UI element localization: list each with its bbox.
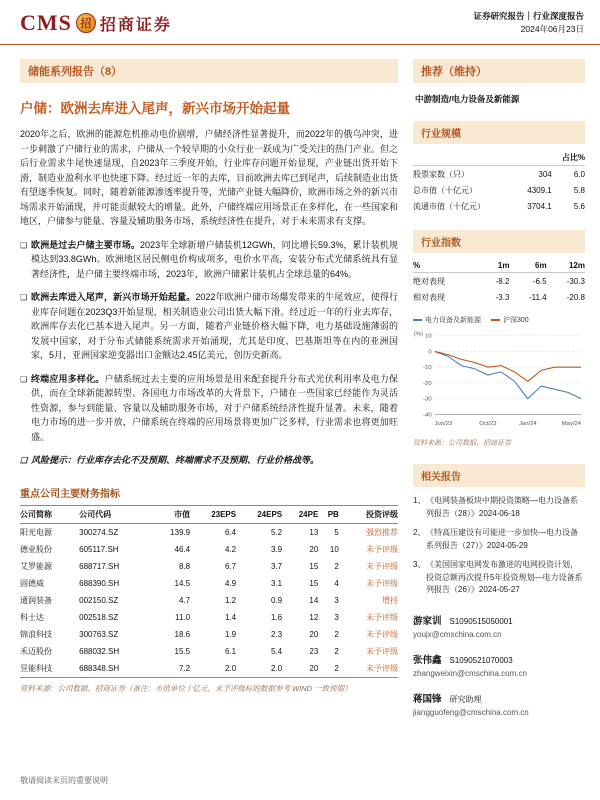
performance-chart-svg xyxy=(413,327,585,429)
svg-text:0: 0 xyxy=(428,349,432,356)
scale-ratio: 6.0 xyxy=(573,169,585,179)
table-row xyxy=(20,575,398,592)
table-cell: 23 xyxy=(309,647,319,656)
table-row xyxy=(20,541,398,558)
table-cell: 13 xyxy=(309,528,319,537)
scale-label: 股票家数（只） xyxy=(413,169,469,179)
table-cell: 2 xyxy=(334,647,339,656)
bullet-lead: 欧洲是过去户储主要市场。 xyxy=(31,239,141,250)
report-item[interactable] xyxy=(413,527,585,552)
table-cell: 20 xyxy=(309,630,319,639)
table-cell: 强烈推荐 xyxy=(366,528,398,537)
analyst-name: 游家训 xyxy=(413,615,442,627)
scale-header-empty xyxy=(413,150,517,166)
scale-header-ratio: 占比% xyxy=(552,150,585,166)
index-table-body xyxy=(413,273,585,306)
table-cell: 20 xyxy=(282,660,318,678)
table-cell: 3.7 xyxy=(270,562,283,571)
svg-text:-10: -10 xyxy=(423,365,432,372)
table-header-cell: 24EPS xyxy=(236,506,282,524)
analyst-block xyxy=(413,652,585,678)
scale-ratio: 5.8 xyxy=(573,185,585,195)
table-cell: 7.2 xyxy=(153,660,190,678)
table-cell: 昱能科技 xyxy=(20,660,79,678)
svg-text:-30: -30 xyxy=(423,396,432,403)
industry-index-table xyxy=(413,259,585,305)
report-item[interactable] xyxy=(413,495,585,520)
bullet-text: 2023年全球新增户储装机12GWh，同比增长59.3%，累计装机规模达到33.8GWh。欧洲地区居民侧电价构成项多，电价水平高，安装分布式光储系统具有显著经济性，是户储主要终端市场，2023年，欧洲户储累计装机占全球总量的64%。 xyxy=(31,239,398,279)
analyst-list xyxy=(413,613,585,717)
risk-label: 风险提示： xyxy=(31,455,77,465)
table-cell: 15.5 xyxy=(174,647,191,656)
sidebar xyxy=(413,59,585,730)
table-cell: 14.5 xyxy=(174,579,191,588)
table-cell: 4 xyxy=(334,579,339,588)
page-title: 户储：欧洲去库进入尾声，新兴市场开始起量 xyxy=(20,101,290,116)
table-cell: 德业股份 xyxy=(20,545,52,554)
table-cell: 6.1 xyxy=(224,647,237,656)
index-cell: -30.3 xyxy=(566,276,585,286)
legend-item xyxy=(413,315,481,325)
table-cell: 3.1 xyxy=(270,579,283,588)
table-cell: 5 xyxy=(334,528,339,537)
table-cell: 5.2 xyxy=(270,528,283,537)
index-header-cell: 6m xyxy=(509,259,546,273)
table-title: 重点公司主要财务指标 xyxy=(20,489,120,500)
table-cell: 139.9 xyxy=(170,528,191,537)
key-companies-section xyxy=(20,485,398,694)
table-cell: 未予评级 xyxy=(366,613,398,622)
svg-text:10: 10 xyxy=(425,333,432,340)
content-area xyxy=(0,45,600,730)
legend-label: 电力设备及新能源 xyxy=(425,317,481,324)
table-cell: 3 xyxy=(334,613,339,622)
report-number: 1、 xyxy=(413,496,426,505)
index-table-header-row xyxy=(413,259,585,273)
main-column xyxy=(20,59,398,730)
table-cell: 18.6 xyxy=(174,630,191,639)
svg-text:Oct/23: Oct/23 xyxy=(479,421,497,428)
table-cell: 4.2 xyxy=(224,545,237,554)
analyst-email[interactable]: jiangguofeng@cmschina.com.cn xyxy=(413,707,529,717)
square-bullet-icon: ❑ xyxy=(20,456,28,465)
table-cell: 300763.SZ xyxy=(79,630,119,639)
index-cell: -20.8 xyxy=(566,292,585,302)
table-cell: 605117.SH xyxy=(79,545,119,554)
bullet-point xyxy=(20,238,398,282)
bullet-text: 2022年欧洲户储市场爆发带来的牛尾效应，使得行业库存问题在2023Q3开始显现，相关制造业公司出货大幅下滑。经过近一年的行业去库存，欧洲库存去化已基本进入尾声。另一方面，随着产业链价格大幅下降，电力基础设施薄弱的发展中国家，对于分布式储能系统需求开始涌现，尤其是印度、巴基斯坦等在内的亚洲国家，5月，亚洲国家逆变器出口金额达2.45亿美元，创历史新高。 xyxy=(31,292,398,360)
table-cell: 300274.SZ xyxy=(79,528,119,537)
table-cell: 2.3 xyxy=(270,630,283,639)
table-cell: 未予评级 xyxy=(339,660,398,678)
table-header-cell: 23EPS xyxy=(190,506,236,524)
report-type: 证券研究报告｜行业深度报告 xyxy=(473,11,584,21)
svg-text:-40: -40 xyxy=(423,412,432,419)
table-row xyxy=(20,643,398,660)
square-bullet-icon: ❑ xyxy=(20,374,28,384)
report-number: 3、 xyxy=(413,560,426,569)
legend-swatch xyxy=(413,319,422,322)
table-row xyxy=(20,660,398,678)
scale-table-body xyxy=(413,166,585,215)
scale-row xyxy=(413,198,585,214)
table-cell: 艾罗能源 xyxy=(20,562,52,571)
table-cell: 6.4 xyxy=(224,528,237,537)
analyst-code: 研究助理 xyxy=(449,694,482,704)
analyst-email[interactable]: youjx@cmschina.com.cn xyxy=(413,629,502,639)
table-cell: 6.7 xyxy=(224,562,237,571)
scale-value: 3704.1 xyxy=(527,201,552,211)
legend-swatch xyxy=(491,319,500,322)
report-link[interactable]: 《特高压建设有可能进一步加快—电力设备系列报告（27）》2024-05-29 xyxy=(426,528,578,550)
report-number: 2、 xyxy=(413,528,426,537)
index-cell: -3.3 xyxy=(495,292,510,302)
analyst-block xyxy=(413,691,585,717)
table-cell: 未予评级 xyxy=(366,545,398,554)
index-header-cell: 12m xyxy=(547,259,585,273)
table-cell: 46.4 xyxy=(174,545,191,554)
analyst-email[interactable]: zhangweixin@cmschina.com.cn xyxy=(413,668,527,678)
analyst-block xyxy=(413,613,585,639)
financial-table xyxy=(20,505,398,678)
svg-text:May/24: May/24 xyxy=(561,421,582,428)
table-cell: 15 xyxy=(309,579,319,588)
index-cell: 绝对表现 xyxy=(413,276,445,286)
table-row xyxy=(20,592,398,609)
svg-text:Jun/23: Jun/23 xyxy=(434,421,453,428)
risk-text: 行业库存去化不及预期、终端需求不及预期、行业价格战等。 xyxy=(76,455,320,465)
section-header-related-reports: 相关报告 xyxy=(413,464,585,487)
financial-table-header-row xyxy=(20,506,398,524)
table-cell: 3.9 xyxy=(270,545,283,554)
table-header-cell: 公司代码 xyxy=(79,506,153,524)
scale-table-header-row xyxy=(413,150,585,166)
analyst-code: S1090521070003 xyxy=(449,655,513,665)
legend-label: 沪深300 xyxy=(503,317,529,324)
scale-value: 4309.1 xyxy=(527,185,552,195)
table-cell: 2 xyxy=(334,562,339,571)
table-cell: 688348.SH xyxy=(79,660,153,678)
table-cell: 禾迈股份 xyxy=(20,647,52,656)
table-cell: 4.9 xyxy=(224,579,237,588)
bullet-point xyxy=(20,290,398,363)
report-date: 2024年06月23日 xyxy=(520,24,584,34)
index-header-cell: % xyxy=(413,259,480,273)
analyst-name-row xyxy=(413,691,585,705)
svg-text:(%): (%) xyxy=(413,331,424,338)
table-cell: 11.0 xyxy=(175,613,191,622)
scale-ratio: 5.6 xyxy=(573,201,585,211)
scale-label: 流通市值（十亿元） xyxy=(413,201,485,211)
table-cell: 增持 xyxy=(382,596,398,605)
index-cell: -11.4 xyxy=(528,292,547,302)
table-cell: 1.2 xyxy=(224,596,237,605)
square-bullet-icon: ❑ xyxy=(20,240,28,250)
scale-row xyxy=(413,182,585,198)
industry-classification: 中游制造/电力设备及新能源 xyxy=(415,94,520,104)
table-row xyxy=(20,626,398,643)
table-cell: 2.0 xyxy=(190,660,236,678)
table-header-cell: 投资评级 xyxy=(339,506,398,524)
table-cell: 0.9 xyxy=(270,596,283,605)
table-header-cell: 24PE xyxy=(282,506,318,524)
table-cell: 3 xyxy=(334,596,339,605)
report-item[interactable] xyxy=(413,559,585,597)
analyst-name-row xyxy=(413,652,585,666)
table-cell: 12 xyxy=(309,613,319,622)
index-cell: 相对表现 xyxy=(413,292,445,302)
cms-logo-text: CMS xyxy=(20,10,72,35)
bullet-lead: 欧洲去库进入尾声，新兴市场开始起量。 xyxy=(31,292,196,302)
table-row xyxy=(20,609,398,626)
series-banner: 储能系列报告（8） xyxy=(20,59,398,83)
chart-source: 资料来源：公司数据、招商证券 xyxy=(413,440,511,447)
table-cell: 未予评级 xyxy=(366,562,398,571)
svg-text:Jan/24: Jan/24 xyxy=(518,421,537,428)
table-cell: 002518.SZ xyxy=(79,613,119,622)
table-cell: 10 xyxy=(329,545,339,554)
table-cell: 未予评级 xyxy=(366,579,398,588)
table-cell: 14 xyxy=(309,596,319,605)
table-cell: 1.6 xyxy=(270,613,283,622)
table-cell: 8.8 xyxy=(178,562,191,571)
table-footnote: 资料来源：公司数据、招商证券（备注：市值单位十亿元，未予评级标的数据参考 WIND 一致预期） xyxy=(20,684,352,693)
table-cell: 2 xyxy=(318,660,339,678)
scale-row xyxy=(413,166,585,183)
related-reports-list xyxy=(413,495,585,597)
analyst-name: 蒋国锋 xyxy=(413,693,442,705)
cms-logo-chinese: 招商证券 xyxy=(99,16,172,34)
table-cell: 未予评级 xyxy=(366,647,398,656)
financial-table-body xyxy=(20,524,398,678)
rating-badge: 推荐（维持） xyxy=(413,59,585,83)
cms-logo xyxy=(20,10,172,36)
report-link[interactable]: 《美国国家电网发布激进的电网投资计划，投资总额再次提升5年投资规划—电力设备系列报告（26）》2024-05-27 xyxy=(426,560,583,594)
page-header xyxy=(0,0,600,45)
table-cell: 4.7 xyxy=(178,596,191,605)
section-header-industry-index: 行业指数 xyxy=(413,230,585,253)
index-cell: -8.2 xyxy=(495,276,510,286)
table-header-cell: PB xyxy=(318,506,339,524)
table-cell: 科士达 xyxy=(20,613,44,622)
bullet-lead: 终端应用多样化。 xyxy=(31,373,105,384)
table-cell: 15 xyxy=(309,562,319,571)
table-cell: 002150.SZ xyxy=(79,596,119,605)
table-cell: 1.9 xyxy=(224,630,237,639)
table-header-cell: 市值 xyxy=(153,506,190,524)
table-cell: 2 xyxy=(334,630,339,639)
table-cell: 未予评级 xyxy=(366,630,398,639)
industry-scale-table xyxy=(413,150,585,214)
index-cell: -6.5 xyxy=(532,276,547,286)
svg-text:-20: -20 xyxy=(423,380,432,387)
table-cell: 688032.SH xyxy=(79,647,120,656)
square-bullet-icon: ❑ xyxy=(20,293,28,302)
table-cell: 固德威 xyxy=(20,579,44,588)
bullet-text: 户储系统过去主要的应用场景是用来配套提升分布式光伏利用率及电力保供，而在全球新能源转型、各国电力市场改革的大背景下，户储在一些国家已经能作为灵活性资源，参与到能量、容量以及辅助服务市场，对于户储系统经济性提升显著。未来，随着电力市场的进一步开放，户储系统在终端的应用场景将更加广泛多样，行业需求也将更加旺盛。 xyxy=(31,373,398,442)
chart-legend xyxy=(413,315,585,325)
analyst-code: S1090515050001 xyxy=(449,616,513,626)
scale-value: 304 xyxy=(538,169,552,179)
table-row xyxy=(20,558,398,575)
cms-coin-icon: 招 xyxy=(76,13,96,33)
index-header-cell: 1m xyxy=(480,259,509,273)
table-cell: 688717.SH xyxy=(79,562,120,571)
analyst-name: 张伟鑫 xyxy=(413,654,442,666)
table-header-cell: 公司简称 xyxy=(20,506,79,524)
table-cell: 5.4 xyxy=(270,647,283,656)
table-cell: 通润装备 xyxy=(20,596,52,605)
legend-item xyxy=(491,315,529,325)
risk-warning xyxy=(20,453,398,467)
header-meta xyxy=(473,10,584,36)
index-row xyxy=(413,289,585,305)
page-disclaimer: 敬请阅读末页的重要说明 xyxy=(20,776,108,785)
table-cell: 688390.SH xyxy=(79,579,120,588)
table-cell: 2.0 xyxy=(236,660,282,678)
bullet-point xyxy=(20,372,398,445)
table-cell: 1.4 xyxy=(224,613,237,622)
abstract-paragraph: 2020年之后，欧洲的能源危机推动电价剧增，户储经济性显著提升，而2022年的俄乌冲突，进一步刺激了户储行业的需求，户储从一个较早期的小众行业一跃成为广受关注的热门产业。但之后行业需求牛尾快速显现，自2023年三季度开始，行业库存问题开始显现，产业链出货开始下滑，制造业盈利水平也快速下降。经过近一年的去库，目前欧洲去库已到尾声，后续制造业出货有望逐季恢复。同时，随着新能源渗透率提升等，光储产业链大幅降价，欧洲市场之外的新兴市场需求开始涌现，并可能贡献较大的增量。此外，户储终端应用场景正在多样化，在一些国家和地区，户储参与能量、容量及辅助服务市场，系统经济性在提升，对于未来需求有支撑。 xyxy=(20,129,399,226)
table-cell: 阳光电源 xyxy=(20,528,52,537)
section-header-industry-scale: 行业规模 xyxy=(413,121,585,144)
performance-chart-block xyxy=(413,315,585,448)
scale-label: 总市值（十亿元） xyxy=(413,185,477,195)
analyst-name-row xyxy=(413,613,585,627)
table-row xyxy=(20,524,398,542)
table-cell: 20 xyxy=(309,545,319,554)
index-row xyxy=(413,273,585,290)
report-link[interactable]: 《电网装备板块中期投资策略—电力设备系列报告（28）》2024-06-18 xyxy=(426,496,578,518)
table-cell: 锦浪科技 xyxy=(20,630,52,639)
scale-header-empty xyxy=(517,150,552,166)
